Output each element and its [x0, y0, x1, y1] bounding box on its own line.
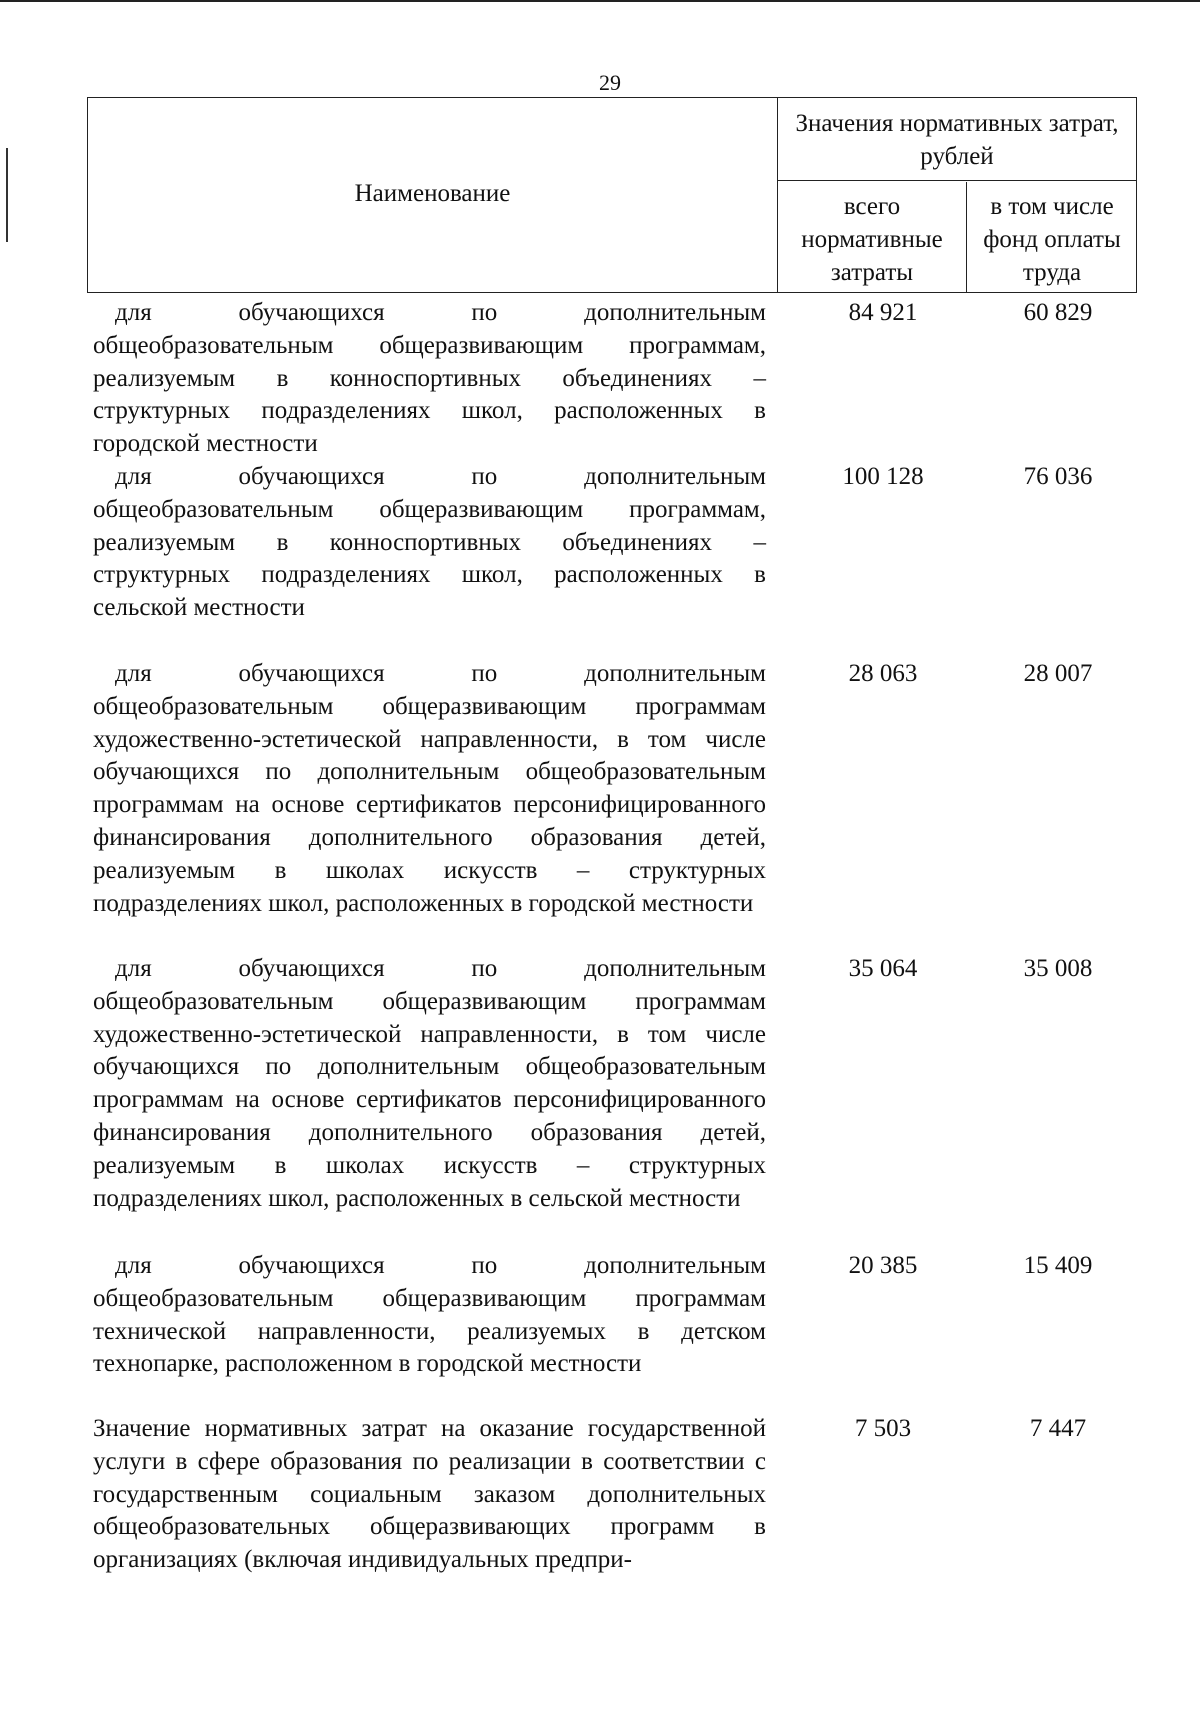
row-total: 100 128	[842, 463, 924, 490]
row-payroll: 76 036	[1023, 463, 1093, 490]
header-name-cell	[88, 98, 778, 292]
row-name: для обучающихся по дополнительным общеобразовательным общеразвивающим программам, реализуемым в конноспортивных объединениях – структурных подразделениях школ, расположенных в сельской местности	[93, 463, 766, 622]
page-number: 29	[599, 70, 621, 95]
header-payroll: в том числе фонд оплаты труда	[983, 193, 1121, 286]
row-name: Значение нормативных затрат на оказание государственной услуги в сфере образования по реализации в соответствии с государственным социальным заказом дополнительных общеобразовательных общеразвивающих программ в организациях (включая индивидуальных предпри-	[93, 1415, 766, 1574]
row-total: 28 063	[848, 660, 918, 687]
header-values-group: Значения нормативных затрат, рублей	[778, 98, 1136, 181]
header-name: Наименование	[354, 180, 511, 207]
row-total: 35 064	[848, 955, 918, 982]
row-payroll: 35 008	[1023, 955, 1093, 982]
row-name: для обучающихся по дополнительным общеобразовательным общеразвивающим программам художественно-эстетической направленности, в том числе обучающихся по дополнительным общеобразовательным программам на основе сертификатов персонифицированного финансирования дополнительного образования детей, реализуемым в школах искусств – структурных подразделениях школ, расположенных в сельской местности	[93, 955, 766, 1212]
table-header	[87, 97, 1137, 293]
row-payroll: 15 409	[1023, 1252, 1093, 1279]
row-name: для обучающихся по дополнительным общеобразовательным общеразвивающим программам, реализуемым в конноспортивных объединениях – структурных подразделениях школ, расположенных в городской местности	[93, 299, 766, 458]
row-payroll: 7 447	[1029, 1415, 1087, 1442]
row-payroll: 60 829	[1023, 299, 1093, 326]
page-top-border	[0, 0, 1200, 2]
row-payroll: 28 007	[1023, 660, 1093, 687]
row-total: 20 385	[848, 1252, 918, 1279]
row-total: 7 503	[854, 1415, 912, 1442]
row-name: для обучающихся по дополнительным общеобразовательным общеразвивающим программам технической направленности, реализуемых в детском технопарке, расположенном в городской местности	[93, 1252, 766, 1378]
margin-scan-mark	[6, 148, 8, 242]
header-total: всего нормативные затраты	[778, 182, 967, 292]
row-total: 84 921	[848, 299, 918, 326]
row-name: для обучающихся по дополнительным общеобразовательным общеразвивающим программам художественно-эстетической направленности, в том числе обучающихся по дополнительным общеобразовательным программам на основе сертификатов персонифицированного финансирования дополнительного образования детей, реализуемым в школах искусств – структурных подразделениях школ, расположенных в городской местности	[93, 660, 766, 917]
